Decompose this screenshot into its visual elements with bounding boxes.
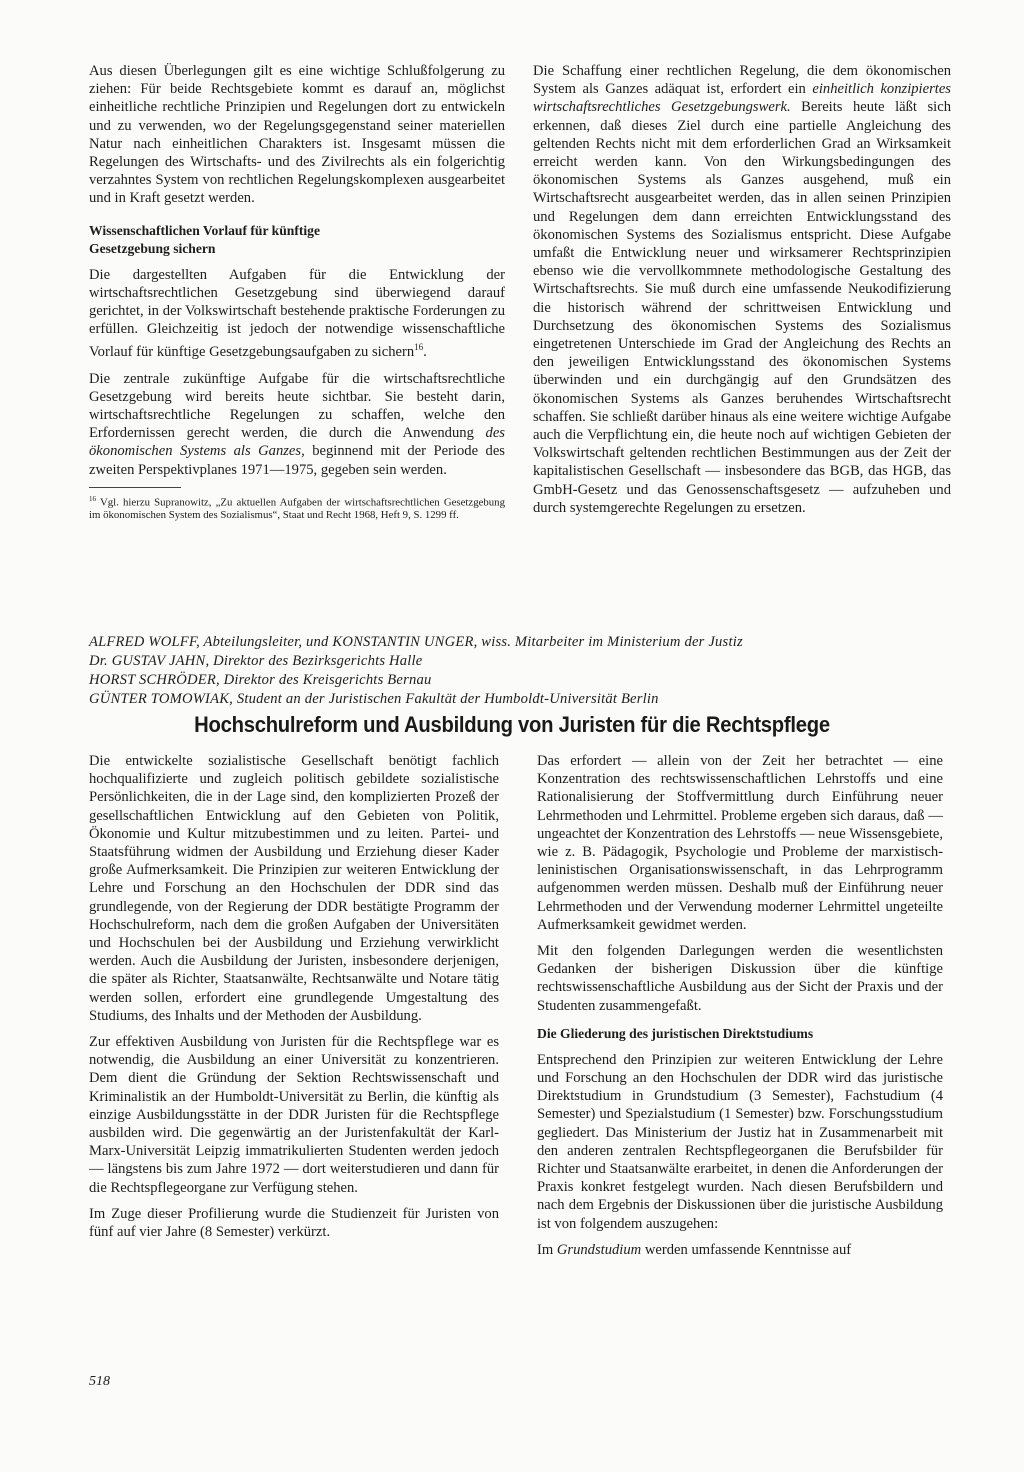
paragraph: Das erfordert — allein von der Zeit her betrachtet — eine Konzentration des rechtswissenschaftlichen Lehrstoffs und eine Rationalisierung der Stoffvermittlung durch Einführung neuer Lehrmethoden und Lehrmittel. Probleme ergeben sich daraus, daß — ungeachtet der Konzentration des Lehrstoffs — neue Wissensgebiete, wie z. B. Pädagogik, Psychologie und Probleme der marxistisch-leninistischen Organisationswissenschaft, in das Lehrprogramm aufgenommen werden müssen. Deshalb muß der Einführung neuer Lehrmethoden und der Verwendung moderner Lehrmittel ungeteilte Aufmerksamkeit gewidmet werden. <box>537 753 943 933</box>
section-heading: Wissenschaftlichen Vorlauf für künftige Gesetzgebung sichern <box>89 222 320 256</box>
footnote-divider <box>89 487 181 488</box>
left-column-top <box>89 62 505 522</box>
emphasis: Grundstudium <box>556 1241 642 1258</box>
footnote-text: Vgl. hierzu Supranowitz, „Zu aktuellen Aufgaben der wirtschaftsrechtlichen Gesetzgebung im ökonomischen System des Sozialismus“, Staat und Recht 1968, Heft 9, S. 1299 ff. <box>89 496 505 522</box>
author-line: ALFRED WOLFF, Abteilungsleiter, und KONSTANTIN UNGER, wiss. Mitarbeiter im Ministerium der Justiz <box>89 634 743 650</box>
paragraph-text: beginnend mit der Periode des zweiten Perspektivplanes 1971—1975, gegeben sein werden. <box>89 443 505 478</box>
paragraph: Zur effektiven Ausbildung von Juristen für die Rechtspflege war es notwendig, die Ausbildung an einer Universität zu konzentrieren. Dem dient die Gründung der Sektion Rechtswissenschaft und Kriminalistik an der Humboldt-Universität zu Berlin, die künftig als einzige Ausbildungsstätte in der DDR Juristen für die Rechtspflege ausbilden wird. Die gegenwärtig an der Juristenfakultät der Karl-Marx-Universität Leipzig immatrikulierten Studenten werden jedoch — längstens bis zum Jahre 1972 — dort weiterstudieren und dann für die Rechtspflegeorgane zur Verfügung stehen. <box>89 1034 499 1196</box>
paragraph-text: Die dargestellten Aufgaben für die Entwicklung der wirtschaftsrechtlichen Gesetzgebung sind überwiegend darauf gerichtet, in der Volkswirtschaft bestehende praktische Forderungen zu erfüllen. Gleichzeitig ist jedoch der notwendige wissenschaftliche Vorlauf für künftige Gesetzgebungsaufgaben zu sichern <box>89 266 505 361</box>
paragraph: Aus diesen Überlegungen gilt es eine wichtige Schlußfolgerung zu ziehen: Für beide Rechtsgebiete kommt es darauf an, möglichst einheitliche rechtliche Prinzipien und Regelungen dort zu entwickeln und zu verwenden, wo der Regelungsgegenstand seiner materiellen Natur nach einheitlichen Charakters ist. Insgesamt müssen die Regelungen des Wirtschafts- und des Zivilrechts als ein folgerichtig verzahntes System von rechtlichen Regelungskomplexen ausgearbeitet und in Kraft gesetzt werden. <box>89 63 505 207</box>
right-column-top <box>533 62 951 525</box>
emphasis: des ökonomischen Systems als Ganzes, <box>89 425 505 460</box>
footnote-number: 16 <box>89 494 96 503</box>
author-list <box>89 633 949 709</box>
paragraph-text: . <box>423 344 427 361</box>
page-number: 518 <box>89 1374 110 1389</box>
section-heading: Die Gliederung des juristischen Direktstudiums <box>537 1025 814 1041</box>
right-column-bottom <box>537 752 943 1267</box>
article-title: Hochschulreform und Ausbildung von Juristen für die Rechtspflege <box>194 712 830 737</box>
paragraph <box>89 266 505 362</box>
paragraph: Die entwickelte sozialistische Gesellschaft benötigt fachlich hochqualifizierte und zugleich politisch gebildete sozialistische Persönlichkeiten, die in der Lage sind, den komplizierten Prozeß der gesellschaftlichen Entwicklung auf den Gebieten von Politik, Ökonomie und Kultur mitzubestimmen und zu leiten. Partei- und Staatsführung widmen der Ausbildung und Erziehung dieser Kader große Aufmerksamkeit. Die Prinzipien zur weiteren Entwicklung der Lehre und Forschung an den Hochschulen der DDR sind das grundlegende, von der Regierung der DDR bestätigte Programm der Hochschulreform, nach dem die großen Aufgaben der Universitäten und Hochschulen bei der Ausbildung und Erziehung verwirklicht werden. Auch die Ausbildung der Juristen, insbesondere derjenigen, die später als Richter, Staatsanwälte, Rechtsanwälte und Notare tätig werden sollen, erfordert eine grundlegende Umgestaltung des Studiums, des Inhalts und der Methoden der Ausbildung. <box>89 753 499 1024</box>
paragraph-text: werden umfassende Kenntnisse auf <box>641 1241 852 1258</box>
left-column-bottom <box>89 752 499 1249</box>
paragraph <box>533 62 951 517</box>
author-line: Dr. GUSTAV JAHN, Direktor des Bezirksgerichts Halle <box>89 653 423 669</box>
author-line: HORST SCHRÖDER, Direktor des Kreisgerichts Bernau <box>89 672 432 688</box>
paragraph-text: Im <box>537 1241 557 1258</box>
paragraph: Mit den folgenden Darlegungen werden die wesentlichsten Gedanken der bisherigen Diskussion über die künftige rechtswissenschaftliche Ausbildung aus der Sicht der Praxis und der Studenten zusammengefaßt. <box>537 943 943 1014</box>
paragraph-text: Bereits heute läßt sich erkennen, daß dieses Ziel durch eine partielle Angleichung des geltenden Rechts nicht mit dem erforderlichen Grad an Wirksamkeit erreicht werden kann. Von den Wirkungsbedingungen des ökonomischen Systems als Ganzes ausgehend, muß ein Wirtschaftsrecht ausgearbeitet werden, das in allen seinen Prinzipien und Regelungen dem dann erreichten Entwicklungsstand des ökonomischen Systems des Sozialismus entspricht. Diese Aufgabe umfaßt die Entwicklung neuer und wirksamerer Rechtsprinzipien ebenso wie die vervollkommnete methodologische Gestaltung des Wirtschaftsrechts. Sie muß durch eine umfassende Neukodifizierung die historisch während der schrittweisen Entwicklung und Durchsetzung des ökonomischen Systems des Sozialismus eingetretenen Unterschiede im Grad der Angleichung des Rechts an den jeweiligen Entwicklungsstand des ökonomischen Systems überwinden und ein durchgängig auf den Grundsätzen des ökonomischen Systems als Ganzes beruhendes Wirtschaftsrecht schaffen. Sie schließt darüber hinaus als eine weitere wichtige Aufgabe auch die Verpflichtung ein, die heute noch auf wichtigen Gebieten der Volkswirtschaft geltenden rechtlichen Bestimmungen aus der Zeit der kapitalistischen Gesellschaft — insbesondere das BGB, das HGB, das GmbH-Gesetz und das Genossenschaftsgesetz — aufzuheben und durch systemgerechte Regelungen zu ersetzen. <box>533 99 951 516</box>
paragraph: Im Zuge dieser Profilierung wurde die Studienzeit für Juristen von fünf auf vier Jahre (8 Semester) verkürzt. <box>89 1205 499 1241</box>
paragraph-text: Die Schaffung einer rechtlichen Regelung, die dem ökonomischen System als Ganzes adäquat ist, erfordert ein <box>533 63 951 98</box>
author-line: GÜNTER TOMOWIAK, Student an der Juristischen Fakultät der Humboldt-Universität Berlin <box>89 691 659 707</box>
paragraph <box>537 1241 943 1259</box>
paragraph-text: Die zentrale zukünftige Aufgabe für die wirtschaftsrechtliche Gesetzgebung wird bereits heute sichtbar. Sie besteht darin, wirtschaftsrechtliche Regelungen zu schaffen, welche den Erfordernissen gerecht werden, die durch die Anwendung <box>89 370 505 442</box>
emphasis: einheitlich konzipiertes wirtschaftsrechtliches Gesetzgebungswerk. <box>533 81 951 116</box>
paragraph: Entsprechend den Prinzipien zur weiteren Entwicklung der Lehre und Forschung an den Hochschulen der DDR wird das juristische Direktstudium in Grundstudium (3 Semester), Fachstudium (4 Semester) und Spezialstudium (1 Semester) bzw. Forschungsstudium gegliedert. Das Ministerium der Justiz hat in Zusammenarbeit mit den anderen zentralen Rechtspflegeorganen die Berufsbilder für Richter und Staatsanwälte erarbeitet, in denen die Anforderungen der Praxis konkret festgelegt wurden. Nach diesen Berufsbildern und nach dem Ergebnis der Diskussionen über die juristische Ausbildung ist von folgendem auszugehen: <box>537 1051 943 1232</box>
paragraph <box>89 370 505 479</box>
footnote <box>89 493 505 523</box>
footnote-ref: 16 <box>414 342 424 353</box>
